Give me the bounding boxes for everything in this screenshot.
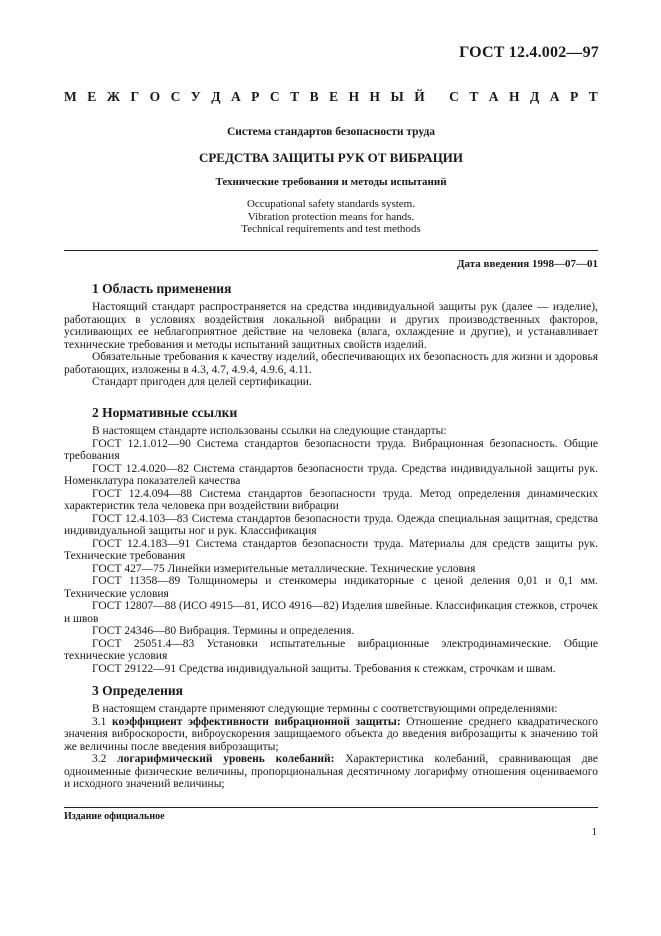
official-edition-note: Издание официальное	[64, 811, 165, 822]
reference-item: ГОСТ 12.4.103—83 Система стандартов безопасности труда. Одежда специальная защитная, средства индивидуальной защиты ног и рук. Классификация	[64, 512, 598, 537]
page-number: 1	[591, 826, 597, 838]
reference-item: ГОСТ 427—75 Линейки измерительные металлические. Технические условия	[92, 562, 476, 575]
header-letter: Т	[588, 89, 598, 104]
header-letter: Д	[530, 89, 540, 104]
section-1-heading: 1 Область применения	[92, 281, 232, 296]
definition-term: логарифмический уровень колебаний:	[117, 753, 335, 765]
reference-item: ГОСТ 12.4.094—88 Система стандартов безопасности труда. Метод определения динамических характеристик тела человека при воздействии вибрации	[64, 487, 598, 512]
header-letter: А	[230, 89, 241, 104]
header-letter: Е	[329, 89, 339, 104]
header-letter: С	[170, 89, 181, 104]
definition-text: Характеристика колебаний, сравнивающая две одноименные физические величины, пропорциональная десятичному логарифму отношения оцениваемого и исходного значений величины;	[64, 753, 599, 790]
header-letter: Т	[290, 89, 300, 104]
definition-number: 3.2	[92, 753, 107, 765]
section-2-heading: 2 Нормативные ссылки	[92, 405, 238, 420]
header-letter: Р	[251, 89, 260, 104]
header-letter: Т	[469, 89, 479, 104]
document-subtitle: Технические требования и методы испытаний	[215, 176, 447, 188]
header-letter: У	[190, 89, 201, 104]
standard-type-header	[64, 89, 598, 105]
divider	[64, 807, 598, 808]
reference-item: ГОСТ 24346—80 Вибрация. Термины и определения.	[92, 625, 355, 637]
header-letter: А	[488, 89, 499, 104]
header-letter: Д	[211, 89, 221, 104]
header-letter: Е	[87, 89, 97, 104]
header-letter: О	[149, 89, 161, 104]
reference-item: ГОСТ 12.4.183—91 Система стандартов безопасности труда. Материалы для средств защиты рук. Технические требования	[64, 537, 598, 562]
header-letter: Ж	[106, 89, 121, 104]
section-1-body	[64, 301, 598, 389]
section-2-body	[64, 425, 598, 675]
header-letter: Р	[569, 89, 579, 104]
paragraph: В настоящем стандарте использованы ссылки на следующие стандарты:	[92, 425, 447, 437]
reference-item: ГОСТ 12.4.020—82 Система стандартов безопасности труда. Средства индивидуальной защиты рук. Номенклатура показателей качества	[64, 462, 598, 487]
document-code: ГОСТ 12.4.002—97	[459, 44, 599, 61]
english-title-line: Technical requirements and test methods	[241, 223, 421, 235]
header-letter: Й	[414, 89, 425, 104]
definition-item	[64, 716, 598, 754]
header-letter: М	[64, 89, 77, 104]
paragraph: Обязательные требования к качеству изделий, обеспечивающих их безопасность для жизни и здоровья работающих, изложены в 4.3, 4.7, 4.9.4, 4.9.6, 4.11.	[64, 351, 598, 376]
english-title-line: Occupational safety standards system.	[246, 198, 415, 210]
reference-item: ГОСТ 25051.4—83 Установки испытательные вибрационные электродинамические. Общие технические условия	[64, 637, 598, 662]
header-letter: В	[309, 89, 319, 104]
definition-text: Отношение среднего квадратического значения виброскорости, виброускорения защищаемого объекта до введения виброзащиты к значению той же величины после введения виброзащиты;	[64, 715, 599, 753]
header-letter: Г	[130, 89, 140, 104]
reference-item: ГОСТ 12.1.012—90 Система стандартов безопасности труда. Вибрационная безопасность. Общие требования	[64, 437, 598, 462]
header-letter: Н	[369, 89, 381, 104]
reference-item: ГОСТ 12807—88 (ИСО 4915—81, ИСО 4916—82) Изделия швейные. Классификация стежков, строчек и швов	[64, 600, 598, 625]
reference-item: ГОСТ 29122—91 Средства индивидуальной защиты. Требования к стежкам, строчкам и швам.	[92, 662, 556, 675]
section-3-body	[64, 703, 598, 791]
header-letter: Н	[348, 89, 360, 104]
reference-item: ГОСТ 11358—89 Толщиномеры и стенкомеры индикаторные с ценой деления 0,01 и 0,1 мм. Технические условия	[64, 575, 598, 600]
header-letter: А	[549, 89, 560, 104]
definition-term: коэффициент эффективности вибрационной защиты:	[112, 715, 401, 728]
paragraph: В настоящем стандарте применяют следующие термины с соответствующими определениями:	[92, 703, 558, 715]
english-title	[64, 198, 598, 236]
system-title: Система стандартов безопасности труда	[226, 126, 436, 138]
header-letter	[435, 89, 438, 105]
header-letter: Н	[509, 89, 520, 104]
header-letter: С	[269, 89, 280, 104]
section-3-heading: 3 Определения	[92, 683, 183, 698]
definition-item	[64, 753, 598, 791]
definition-number: 3.1	[92, 715, 107, 728]
header-letter: С	[449, 89, 459, 104]
header-letter: Ы	[390, 89, 404, 104]
divider	[64, 250, 598, 251]
introduction-date: Дата введения 1998—07—01	[456, 258, 598, 270]
paragraph: Стандарт пригоден для целей сертификации.	[92, 376, 312, 388]
paragraph: Настоящий стандарт распространяется на средства индивидуальной защиты рук (далее — изделие), работающих в условиях воздействия локальной вибрации и других производственных факторов, усиливающих ее неблагоприятное действие на человека (влага, охлаждение и другие), и устанавливает технические требования и методы испытаний защитных свойств изделий.	[64, 301, 598, 351]
document-title: СРЕДСТВА ЗАЩИТЫ РУК ОТ ВИБРАЦИИ	[198, 150, 464, 165]
english-title-line: Vibration protection means for hands.	[247, 210, 415, 223]
